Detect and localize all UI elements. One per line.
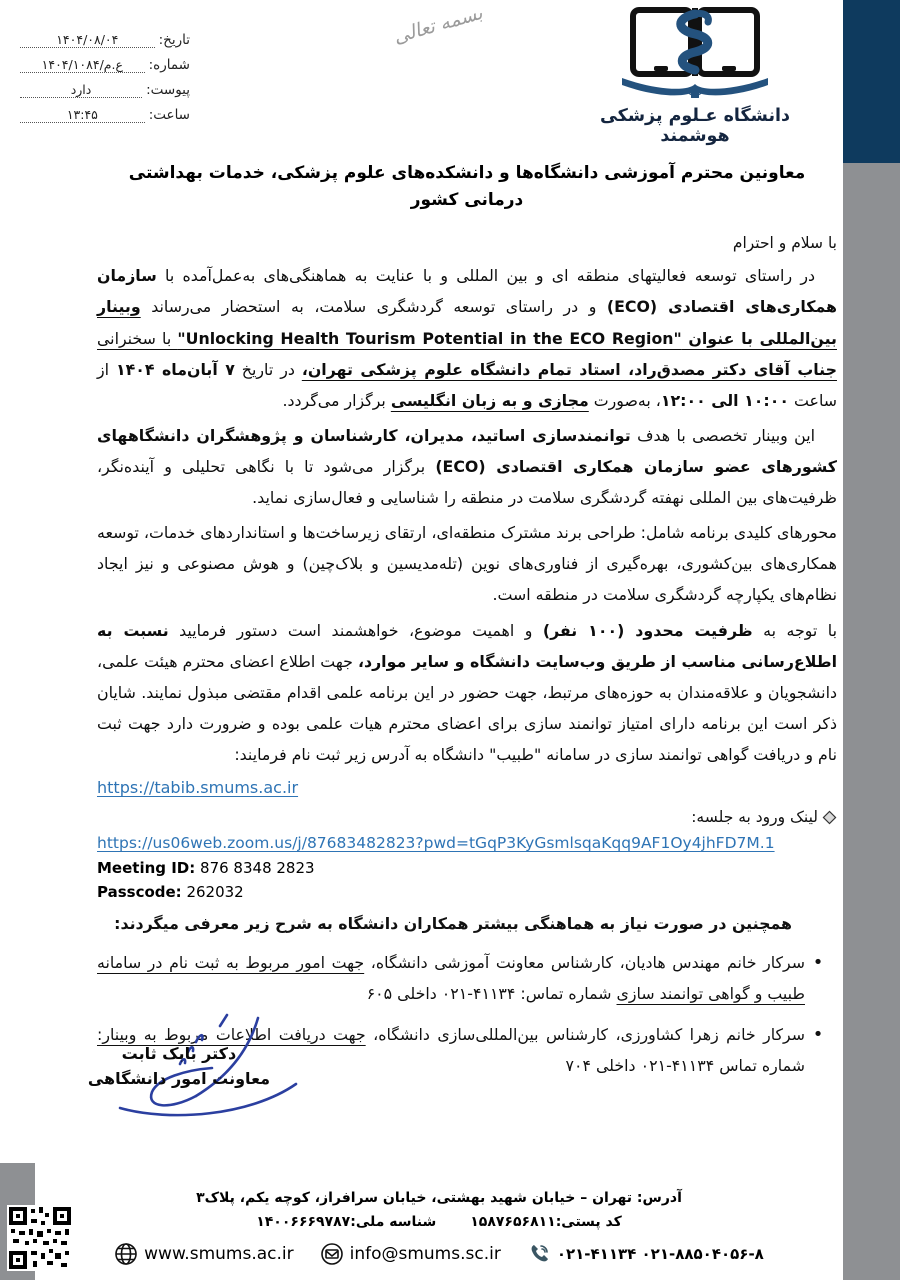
attachment-label: پیوست: xyxy=(146,82,190,98)
passcode-label: Passcode: xyxy=(97,882,182,901)
signatory-name: دکتر بابک ثابت xyxy=(121,1044,237,1063)
contact-item-hadian xyxy=(97,947,831,1009)
phone-icon xyxy=(527,1242,551,1266)
footer-website-item xyxy=(114,1242,293,1266)
paragraph-webinar-announcement: در راستای توسعه فعالیتهای منطقه ای و بین المللی و با عنایت به هماهنگی‌های به‌عمل‌آمده با سازمان همکاری‌های اقتصادی (ECO) و در راستای توسعه گردشگری سلامت، به استحضار می‌رساند وبینار بین‌المللی با عنوان "Unlocking Health Tourism Potential in the ECO Region" با سخنرانی جناب آقای دکتر مصدق‌راد، استاد تمام دانشگاه علوم پزشکی تهران، در تاریخ ۷ آبان‌ماه ۱۴۰۴ از ساعت ۱۰:۰۰ الی ۱۲:۰۰، به‌صورت مجازی و به زبان انگلیسی برگزار می‌گردد. xyxy=(97,266,837,410)
besmele-calligraphy: بسمه تعالی xyxy=(391,1,485,49)
salutation: با سلام و احترام xyxy=(732,234,837,253)
paragraph-registration: با توجه به ظرفیت محدود (۱۰۰ نفر) و اهمیت موضوع، خواهشمند است دستور فرمایید نسبت به اطلاع‌رسانی مناسب از طریق وب‌سایت دانشگاه و سایر موارد، جهت اطلاع اعضای محترم هیئت علمی، دانشجویان و علاقه‌مندان به حوزه‌های مرتبط، جهت حضور در این برنامه علمی اقدام مقتضی مبذول نمایند. شایان ذکر است این برنامه دارای امتیاز توانمند سازی برای اعضای محترم هیات علمی بوده و ضرورت دارد جهت ثبت نام و دریافت گواهی توانمند سازی در سامانه "طبیب" دانشگاه به آدرس زیر ثبت نام فرمایند: xyxy=(97,620,838,765)
right-edge-bar xyxy=(843,0,900,1280)
meta-time-row xyxy=(20,107,190,123)
footer-ids xyxy=(35,1214,843,1230)
number-label: شماره: xyxy=(148,57,190,73)
passcode-line xyxy=(97,881,837,904)
paragraph-webinar-goal: این وبینار تخصصی با هدف توانمندسازی اساتید، مدیران، کارشناسان و پژوهشگران دانشگاههای کشورهای عضو سازمان همکاری اقتصادی (ECO) برگزار می‌شود تا با نگاهی تحلیلی و آینده‌نگر، ظرفیت‌های بین المللی نهفته گردشگری سلامت در منطقه را شناسایی و فعال‌سازی نماید. xyxy=(97,425,837,508)
email-icon xyxy=(320,1242,344,1266)
globe-icon xyxy=(114,1242,138,1266)
letter-meta xyxy=(20,32,190,132)
university-logo-icon xyxy=(600,83,790,102)
bullet-icon: • xyxy=(812,1024,824,1046)
meta-number-row xyxy=(20,57,190,73)
contact-item-text: سرکار خانم زهرا کشاورزی، کارشناس بین‌المللی‌سازی دانشگاه، جهت دریافت اطلاعات مربوط به وبینار: شماره تماس ۴۱۱۳۴-۰۲۱ داخلی ۷۰۴ xyxy=(97,1025,805,1076)
meeting-id-value: 876 8348 2823 xyxy=(195,859,315,878)
time-label: ساعت: xyxy=(148,107,190,123)
email-address[interactable]: info@smums.sc.ir xyxy=(349,1244,501,1264)
contacts-intro: همچنین در صورت نیاز به هماهنگی بیشتر همکاران دانشگاه به شرح زیر معرفی میگردند: xyxy=(114,913,792,933)
university-name: دانشگاه عـلوم پزشکی هوشمند xyxy=(599,106,791,146)
footer xyxy=(35,1190,843,1272)
time-value: ۱۳:۴۵ xyxy=(20,108,145,123)
date-label: تاریخ: xyxy=(158,32,190,48)
meeting-id-label: Meeting ID: xyxy=(97,859,196,878)
meta-date-row xyxy=(20,32,190,48)
diamond-icon xyxy=(822,810,837,825)
number-value: ۱۴۰۴/ع.م/۱۰۸۴ xyxy=(20,58,145,73)
national-id: شناسه ملی:۱۴۰۰۶۶۶۹۷۸۷ xyxy=(256,1214,437,1230)
footer-contacts xyxy=(35,1242,843,1266)
bullet-icon: • xyxy=(812,951,824,973)
letter-body xyxy=(97,160,837,1091)
date-value: ۱۴۰۴/۰۸/۰۴ xyxy=(20,33,155,48)
tabib-registration-link[interactable]: https://tabib.smums.ac.ir xyxy=(97,778,299,798)
university-logo-block xyxy=(565,6,825,146)
contact-item-text: سرکار خانم مهندس هادیان، کارشناس معاونت آموزشی دانشگاه، جهت امور مربوط به ثبت نام در سامانه طبیب و گواهی توانمند سازی شماره تماس: ۴۱۱۳۴-۰۲۱ داخلی ۶۰۵ xyxy=(97,952,805,1003)
footer-email-item xyxy=(320,1242,501,1266)
right-edge-bar-navy xyxy=(843,0,900,163)
footer-phone-item xyxy=(527,1242,764,1266)
join-link-line xyxy=(97,808,837,826)
attachment-value: دارد xyxy=(20,83,142,98)
join-link-label: لینک ورود به جلسه: xyxy=(691,808,818,827)
signature-block xyxy=(60,1012,330,1132)
signatory-title: معاونت امور دانشگاهی xyxy=(87,1068,270,1088)
meta-attachment-row xyxy=(20,82,190,98)
meeting-id-line xyxy=(97,857,837,880)
recipient-title: معاونین محترم آموزشی دانشگاه‌ها و دانشکده‌های علوم پزشکی، خدمات بهداشتی درمانی کشور xyxy=(128,163,806,211)
phone-numbers: ۰۲۱-۴۱۱۳۴ ۰۲۱-۸۸۵۰۴۰۵۶-۸ xyxy=(556,1245,764,1263)
zoom-meeting-link[interactable]: https://us06web.zoom.us/j/87683482823?pwd=tGqP3KyGsmlsqaKqq9AF1Oy4jhFD7M.1 xyxy=(97,834,775,853)
passcode-value: 262032 xyxy=(181,882,244,901)
signatory xyxy=(88,1042,270,1092)
footer-address: آدرس: تهران – خیابان شهید بهشتی، خیابان سرافراز، کوچه یکم، پلاک۳ xyxy=(196,1190,682,1206)
website-url[interactable]: www.smums.ac.ir xyxy=(144,1244,294,1264)
paragraph-key-topics: محورهای کلیدی برنامه شامل: طراحی برند مشترک منطقه‌ای، ارتقای زیرساخت‌ها و استانداردهای خدمات، توسعه همکاری‌های بین‌کشوری، بهره‌گیری از فناوری‌های نوین (تله‌مدیسین و بلاک‌چین) و هوش مصنوعی و نیز ایجاد نظام‌های یکپارچه گردشگری سلامت در منطقه است. xyxy=(97,523,837,605)
postal-code: کد پستی:۱۵۸۷۶۵۶۸۱۱ xyxy=(470,1214,622,1230)
